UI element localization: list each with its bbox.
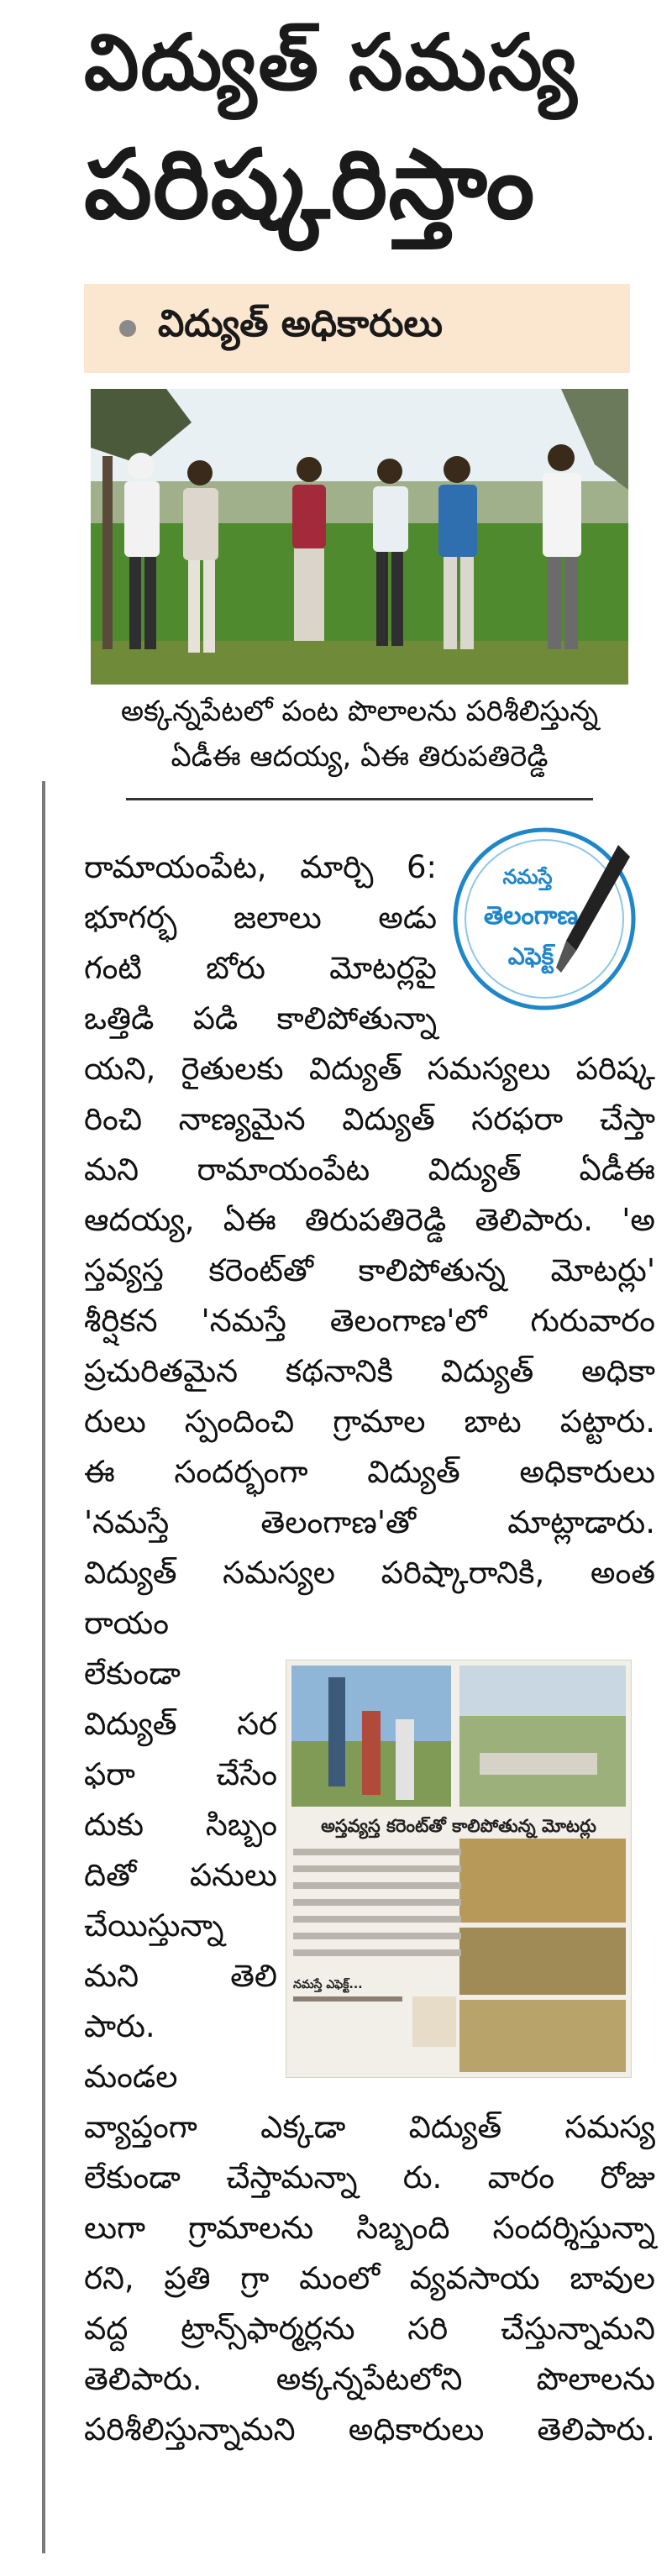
clipping-text-line: [293, 1882, 461, 1889]
body-line: విద్యుత్ సమస్యల పరిష్కారానికి, అంత: [84, 1555, 655, 1591]
photo-caption-line-1: అక్కన్నపేటలో పంట పొలాలను పరిశీలిస్తున్న: [120, 695, 599, 728]
body-line: ఆదయ్య, ఏఈ తిరుపతిరెడ్డి తెలిపారు. 'అ: [84, 1202, 655, 1238]
body-line: చేయిస్తున్నా: [84, 1907, 224, 1944]
namaste-telangana-effect-stamp: [450, 825, 638, 1013]
clipping-text-line: [293, 1849, 461, 1855]
body-line: ప్రచురితమైన కథనానికి విద్యుత్ అధికా: [84, 1353, 655, 1389]
related-article-clipping: [286, 1660, 632, 2078]
column-rule: [42, 781, 45, 2553]
body-line: రాయం: [84, 1605, 170, 1641]
headline-line-2: పరిష్కరిస్తాం: [84, 129, 536, 240]
body-line: యని, రైతులకు విద్యుత్ సమస్యలు పరిష్క: [84, 1051, 655, 1087]
stamp-line-1: నమస్తే: [502, 865, 553, 889]
clipping-text-line: [293, 1865, 461, 1872]
body-line: ఒత్తిడి పడి కాలిపోతున్నా: [84, 1000, 437, 1036]
body-line: ఈ సందర్భంగా విద్యుత్ అధికారులు: [84, 1454, 655, 1490]
body-line: విద్యుత్ సర: [84, 1706, 277, 1742]
byline-text: విద్యుత్ అధికారులు: [158, 302, 443, 345]
body-line: పారు.: [84, 2008, 155, 2044]
body-line: శీర్షికన 'నమస్తే తెలంగాణ'లో గురువారం: [84, 1303, 655, 1339]
body-line: పరిశీలిస్తున్నామని అధికారులు తెలిపారు.: [84, 2411, 655, 2447]
clipping-text-line: [293, 1916, 461, 1923]
caption-divider: [126, 798, 593, 800]
body-line: లేకుండా చేస్తామన్నా రు. వారం రోజు: [84, 2159, 655, 2196]
photo-caption: [91, 689, 628, 779]
body-line: వ్యాప్తంగా ఎక్కడా విద్యుత్ సమస్య: [84, 2109, 655, 2145]
body-line: మని రామాయంపేట విద్యుత్ ఏడీఈ: [84, 1152, 655, 1188]
body-line: రులు స్పందించి గ్రామాల బాట పట్టారు.: [84, 1403, 655, 1440]
clipping-text-line: [293, 1899, 461, 1906]
stamp-line-2: తెలంగాణ: [483, 901, 579, 931]
body-line: దుకు సిబ్బం: [84, 1807, 277, 1843]
bullet-icon: [119, 320, 136, 337]
clipping-headline: అస్తవ్యస్త కరెంట్‌తో కాలిపోతున్న మోటర్లు: [321, 1816, 596, 1836]
clipping-subhead: నమస్తే ఎఫెక్ట్...: [293, 1978, 363, 1991]
clipping-text-line: [293, 1949, 461, 1956]
body-line: ఫరా చేసేం: [84, 1756, 277, 1792]
clipping-text-line: [293, 1933, 461, 1939]
field-inspection-photo: [91, 389, 628, 685]
stamp-line-3: ఎఫెక్ట్: [507, 942, 554, 970]
body-line: తెలిపారు. అక్కన్నపేటలోని పొలాలను: [84, 2361, 655, 2397]
body-line: భూగర్భ జలాలు అడు: [84, 900, 437, 936]
body-line: రించి నాణ్యమైన విద్యుత్ సరఫరా చేస్తా: [84, 1101, 655, 1137]
body-line: 'నమస్తే తెలంగాణ'తో మాట్లాడారు.: [84, 1504, 655, 1540]
body-line: రని, ప్రతి గ్రా మంలో వ్యవసాయ బావుల: [84, 2260, 655, 2296]
body-line: లేకుండా: [84, 1655, 181, 1692]
body-line: మండల: [84, 2059, 178, 2095]
body-line: రామాయంపేట, మార్చి 6:: [84, 849, 437, 885]
body-line: గంటి బోరు మోటర్లపై: [84, 950, 437, 986]
byline-box: [84, 284, 630, 373]
body-line: స్తవ్యస్త కరెంట్‌తో కాలిపోతున్న మోటర్లు': [84, 1252, 655, 1288]
photo-caption-line-2: ఏడీఈ ఆదయ్య, ఏఈ తిరుపతిరెడ్డి: [171, 740, 549, 774]
body-line: దితో పనులు: [84, 1857, 277, 1893]
body-line: లుగా గ్రామాలను సిబ్బంది సందర్శిస్తున్నా: [84, 2210, 655, 2246]
body-line: వద్ద ట్రాన్స్‌ఫార్మర్లను సరి చేస్తున్నామని: [84, 2311, 655, 2347]
headline-line-1: విద్యుత్ సమస్య: [84, 18, 579, 108]
body-line: మని తెలి: [84, 1958, 277, 1994]
